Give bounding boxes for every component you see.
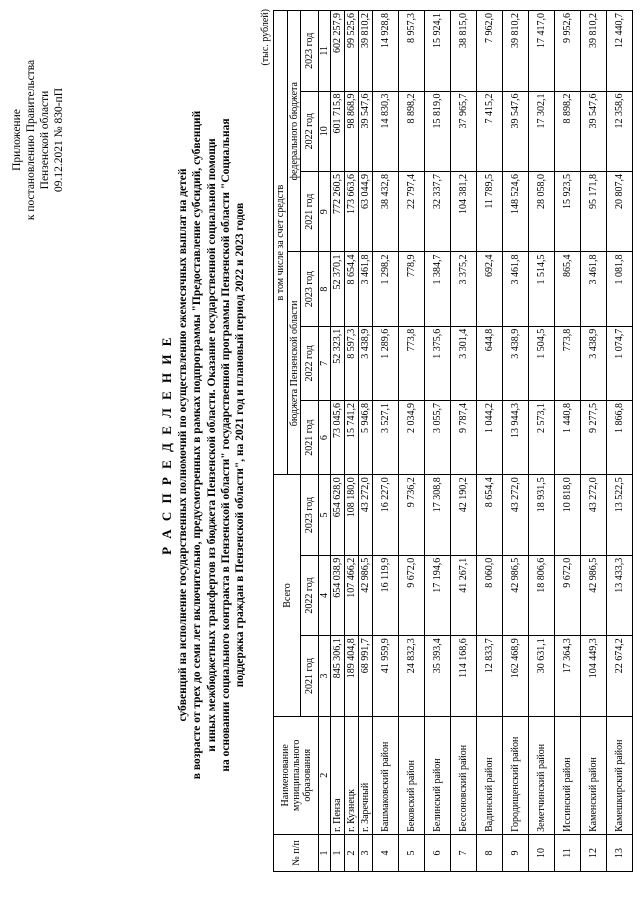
amount-cell: 39 547,6 xyxy=(503,91,529,171)
amount-cell: 772 260,5 xyxy=(331,171,345,251)
year-header: 2021 год xyxy=(301,171,319,251)
amount-cell: 7 962,0 xyxy=(477,11,503,92)
row-number: 10 xyxy=(529,834,555,871)
amount-cell: 8 060,0 xyxy=(477,555,503,635)
appendix-header xyxy=(10,25,66,255)
amount-cell: 17 302,1 xyxy=(529,91,555,171)
column-index: 11 xyxy=(319,11,331,92)
amount-cell: 1 384,7 xyxy=(425,252,451,326)
amount-cell: 654 628,0 xyxy=(331,475,345,555)
amount-cell: 1 298,2 xyxy=(373,252,399,326)
amount-cell: 9 952,6 xyxy=(555,11,581,92)
amount-cell: 16 227,0 xyxy=(373,475,399,555)
amount-cell: 3 055,7 xyxy=(425,401,451,475)
amount-cell: 95 171,8 xyxy=(581,171,607,251)
amount-cell: 162 468,9 xyxy=(503,636,529,716)
amount-cell: 18 931,5 xyxy=(529,475,555,555)
year-header: 2023 год xyxy=(301,475,319,555)
row-number: 6 xyxy=(425,834,451,871)
amount-cell: 37 965,7 xyxy=(451,91,477,171)
amount-cell: 1 866,8 xyxy=(607,401,633,475)
amount-cell: 39 810,2 xyxy=(581,11,607,92)
appendix-line-2: к постановлению Правительства xyxy=(25,59,37,221)
amount-cell: 104 449,3 xyxy=(581,636,607,716)
column-index-row xyxy=(319,11,331,872)
amount-cell: 43 272,0 xyxy=(581,475,607,555)
amount-cell: 3 375,2 xyxy=(451,252,477,326)
column-index: 6 xyxy=(319,401,331,475)
amount-cell: 1 375,6 xyxy=(425,326,451,400)
year-header: 2022 год xyxy=(301,326,319,400)
amount-cell: 39 810,2 xyxy=(503,11,529,92)
amount-cell: 39 810,2 xyxy=(359,11,373,92)
year-header: 2022 год xyxy=(301,555,319,635)
amount-cell: 22 797,4 xyxy=(399,171,425,251)
amount-cell: 1 289,6 xyxy=(373,326,399,400)
amount-cell: 8 654,4 xyxy=(345,252,359,326)
table-row xyxy=(477,11,503,872)
column-index: 1 xyxy=(319,834,331,871)
amount-cell: 63 044,9 xyxy=(359,171,373,251)
year-header: 2023 год xyxy=(301,11,319,92)
amount-cell: 778,9 xyxy=(399,252,425,326)
title-line-1: субвенций на исполнение государственных полномочий по осуществлению ежемесячных выплат на детей xyxy=(177,168,190,722)
table-row xyxy=(331,11,345,872)
amount-cell: 38 815,0 xyxy=(451,11,477,92)
municipality-name: Городищенский район xyxy=(503,716,529,834)
units-label: (тыс. рублей) xyxy=(260,9,271,66)
header-total: Всего xyxy=(274,475,301,716)
amount-cell: 43 272,0 xyxy=(359,475,373,555)
column-index: 5 xyxy=(319,475,331,555)
municipality-name: Иссинский район xyxy=(555,716,581,834)
row-number: 8 xyxy=(477,834,503,871)
title-main: Р А С П Р Е Д Е Л Е Н И Е xyxy=(159,335,174,555)
header-regional-budget: бюджета Пензенской области xyxy=(288,252,301,475)
amount-cell: 773,8 xyxy=(555,326,581,400)
amount-cell: 42 986,5 xyxy=(359,555,373,635)
table-row xyxy=(345,11,359,872)
amount-cell: 17 194,6 xyxy=(425,555,451,635)
municipality-name: г. Кузнецк xyxy=(345,716,359,834)
amount-cell: 35 393,4 xyxy=(425,636,451,716)
amount-cell: 16 119,9 xyxy=(373,555,399,635)
amount-cell: 30 631,1 xyxy=(529,636,555,716)
year-header: 2021 год xyxy=(301,636,319,716)
amount-cell: 8 597,3 xyxy=(345,326,359,400)
amount-cell: 8 957,3 xyxy=(399,11,425,92)
amount-cell: 20 807,4 xyxy=(607,171,633,251)
municipality-name: Каменский район xyxy=(581,716,607,834)
amount-cell: 104 381,2 xyxy=(451,171,477,251)
amount-cell: 9 787,4 xyxy=(451,401,477,475)
municipality-name: Бессоновский район xyxy=(451,716,477,834)
amount-cell: 42 986,5 xyxy=(503,555,529,635)
amount-cell: 3 461,8 xyxy=(503,252,529,326)
amount-cell: 602 257,9 xyxy=(331,11,345,92)
appendix-line-1: Приложение xyxy=(11,109,23,171)
amount-cell: 3 438,9 xyxy=(581,326,607,400)
amount-cell: 8 898,2 xyxy=(555,91,581,171)
amount-cell: 14 830,3 xyxy=(373,91,399,171)
amount-cell: 601 715,8 xyxy=(331,91,345,171)
amount-cell: 845 306,1 xyxy=(331,636,345,716)
table-row xyxy=(607,11,633,872)
header-including: в том числе за счет средств xyxy=(274,11,288,475)
row-number: 5 xyxy=(399,834,425,871)
amount-cell: 52 323,1 xyxy=(331,326,345,400)
amount-cell: 99 525,6 xyxy=(345,11,359,92)
amount-cell: 17 417,0 xyxy=(529,11,555,92)
amount-cell: 3 527,1 xyxy=(373,401,399,475)
amount-cell: 43 272,0 xyxy=(503,475,529,555)
amount-cell: 148 524,6 xyxy=(503,171,529,251)
amount-cell: 3 461,8 xyxy=(359,252,373,326)
amount-cell: 68 991,7 xyxy=(359,636,373,716)
amount-cell: 8 898,2 xyxy=(399,91,425,171)
column-index: 9 xyxy=(319,171,331,251)
amount-cell: 9 672,0 xyxy=(555,555,581,635)
amount-cell: 98 868,9 xyxy=(345,91,359,171)
row-number: 4 xyxy=(373,834,399,871)
title-line-2: в возрасте от трех до семи лет включительно, предусмотренных в рамках подпрограммы "Предоставление субсидий, субвенций xyxy=(191,110,204,780)
row-number: 12 xyxy=(581,834,607,871)
row-number: 11 xyxy=(555,834,581,871)
amount-cell: 13 944,3 xyxy=(503,401,529,475)
title-line-4: на основании социального контракта в Пензенской области" государственной программы Пензенской области "Социальная xyxy=(219,118,232,772)
municipality-name: Башмаковский район xyxy=(373,716,399,834)
table-row xyxy=(529,11,555,872)
amount-cell: 3 461,8 xyxy=(581,252,607,326)
amount-cell: 644,8 xyxy=(477,326,503,400)
amount-cell: 8 654,4 xyxy=(477,475,503,555)
amount-cell: 114 168,6 xyxy=(451,636,477,716)
amount-cell: 773,8 xyxy=(399,326,425,400)
amount-cell: 3 301,4 xyxy=(451,326,477,400)
amount-cell: 41 959,9 xyxy=(373,636,399,716)
amount-cell: 39 547,6 xyxy=(581,91,607,171)
municipality-name: Вадинский район xyxy=(477,716,503,834)
column-index: 2 xyxy=(319,716,331,834)
amount-cell: 13 522,5 xyxy=(607,475,633,555)
amount-cell: 1 440,8 xyxy=(555,401,581,475)
row-number: 1 xyxy=(331,834,345,871)
amount-cell: 42 190,2 xyxy=(451,475,477,555)
distribution-table xyxy=(273,10,633,872)
header-federal-budget: федерального бюджета xyxy=(288,11,301,252)
amount-cell: 107 466,2 xyxy=(345,555,359,635)
year-header: 2023 год xyxy=(301,252,319,326)
amount-cell: 22 674,2 xyxy=(607,636,633,716)
row-number: 2 xyxy=(345,834,359,871)
table-row xyxy=(555,11,581,872)
amount-cell: 28 058,0 xyxy=(529,171,555,251)
table-row xyxy=(399,11,425,872)
amount-cell: 7 415,2 xyxy=(477,91,503,171)
row-number: 7 xyxy=(451,834,477,871)
amount-cell: 15 924,1 xyxy=(425,11,451,92)
amount-cell: 189 404,8 xyxy=(345,636,359,716)
amount-cell: 2 573,1 xyxy=(529,401,555,475)
amount-cell: 24 832,3 xyxy=(399,636,425,716)
table-row xyxy=(425,11,451,872)
row-number: 3 xyxy=(359,834,373,871)
municipality-name: Бековский район xyxy=(399,716,425,834)
title-line-5: поддержка граждан в Пензенской области", на 2021 год и плановый период 2022 и 2023 годов xyxy=(234,202,247,688)
amount-cell: 52 370,1 xyxy=(331,252,345,326)
amount-cell: 3 438,9 xyxy=(359,326,373,400)
amount-cell: 39 547,6 xyxy=(359,91,373,171)
column-index: 7 xyxy=(319,326,331,400)
amount-cell: 654 038,9 xyxy=(331,555,345,635)
amount-cell: 12 440,7 xyxy=(607,11,633,92)
amount-cell: 9 277,5 xyxy=(581,401,607,475)
table-row xyxy=(359,11,373,872)
amount-cell: 9 736,2 xyxy=(399,475,425,555)
amount-cell: 1 044,2 xyxy=(477,401,503,475)
title-line-3: и иных межбюджетных трансфертов из бюджета Пензенской области. Оказание государственной социальной помощи xyxy=(205,138,218,752)
amount-cell: 3 438,9 xyxy=(503,326,529,400)
amount-cell: 18 806,6 xyxy=(529,555,555,635)
municipality-name: г. Заречный xyxy=(359,716,373,834)
column-index: 4 xyxy=(319,555,331,635)
amount-cell: 15 741,2 xyxy=(345,401,359,475)
document-title xyxy=(160,45,247,845)
amount-cell: 17 364,3 xyxy=(555,636,581,716)
table-row xyxy=(581,11,607,872)
amount-cell: 1 514,5 xyxy=(529,252,555,326)
amount-cell: 14 928,8 xyxy=(373,11,399,92)
amount-cell: 1 074,7 xyxy=(607,326,633,400)
table-row xyxy=(503,11,529,872)
appendix-line-3: Пензенской области xyxy=(39,90,51,190)
header-municipality: Наименование муниципального образования xyxy=(274,716,319,834)
column-index: 8 xyxy=(319,252,331,326)
amount-cell: 38 432,8 xyxy=(373,171,399,251)
amount-cell: 2 034,9 xyxy=(399,401,425,475)
amount-cell: 11 789,5 xyxy=(477,171,503,251)
amount-cell: 1 504,5 xyxy=(529,326,555,400)
amount-cell: 42 986,5 xyxy=(581,555,607,635)
amount-cell: 15 923,5 xyxy=(555,171,581,251)
municipality-name: Земетчинский район xyxy=(529,716,555,834)
row-number: 9 xyxy=(503,834,529,871)
amount-cell: 5 946,8 xyxy=(359,401,373,475)
appendix-line-4: 09.12.2021 № 830-пП xyxy=(53,88,65,193)
municipality-name: г. Пенза xyxy=(331,716,345,834)
amount-cell: 12 358,6 xyxy=(607,91,633,171)
municipality-name: Белинский район xyxy=(425,716,451,834)
amount-cell: 41 267,1 xyxy=(451,555,477,635)
amount-cell: 865,4 xyxy=(555,252,581,326)
row-number: 13 xyxy=(607,834,633,871)
municipality-name: Камешкирский район xyxy=(607,716,633,834)
amount-cell: 9 672,0 xyxy=(399,555,425,635)
year-header: 2022 год xyxy=(301,91,319,171)
column-index: 3 xyxy=(319,636,331,716)
year-header: 2021 год xyxy=(301,401,319,475)
table-row xyxy=(451,11,477,872)
amount-cell: 108 180,0 xyxy=(345,475,359,555)
amount-cell: 10 818,0 xyxy=(555,475,581,555)
amount-cell: 15 819,0 xyxy=(425,91,451,171)
amount-cell: 13 433,3 xyxy=(607,555,633,635)
amount-cell: 12 833,7 xyxy=(477,636,503,716)
table-row xyxy=(373,11,399,872)
column-index: 10 xyxy=(319,91,331,171)
amount-cell: 32 337,7 xyxy=(425,171,451,251)
amount-cell: 17 308,8 xyxy=(425,475,451,555)
amount-cell: 173 663,6 xyxy=(345,171,359,251)
header-number: № п/п xyxy=(274,834,319,871)
amount-cell: 692,4 xyxy=(477,252,503,326)
amount-cell: 73 045,6 xyxy=(331,401,345,475)
amount-cell: 1 081,8 xyxy=(607,252,633,326)
table-body xyxy=(331,11,633,872)
